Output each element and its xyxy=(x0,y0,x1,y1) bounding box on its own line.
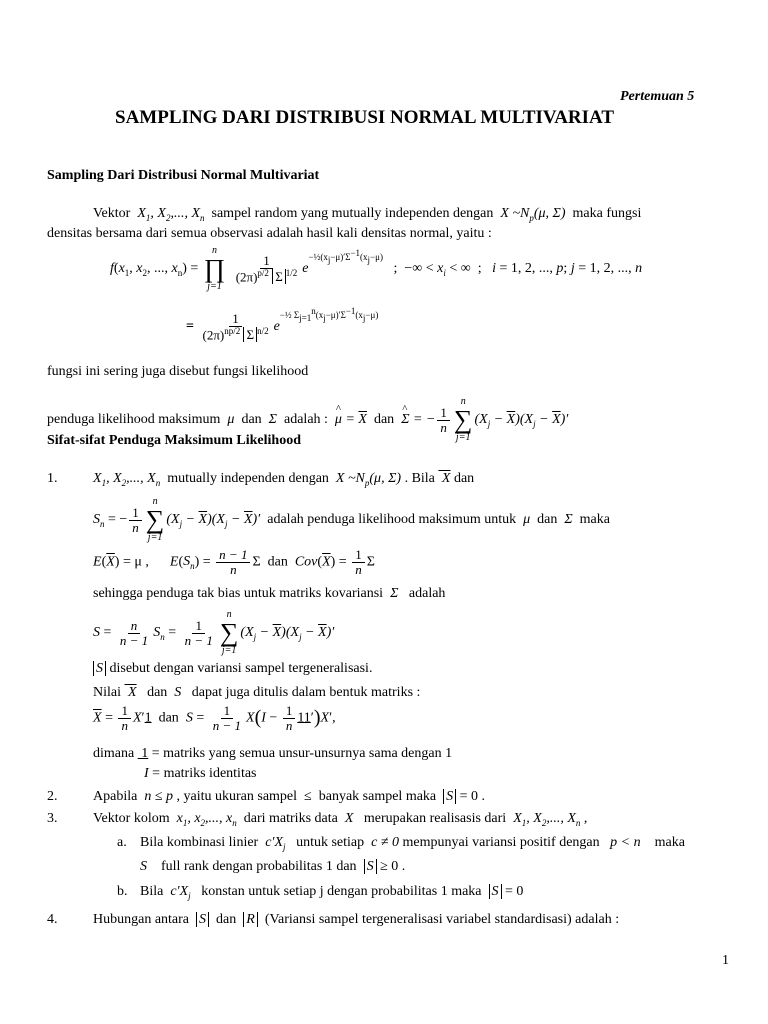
text-i1g: dan xyxy=(267,554,288,570)
item1-matrix-formulas: $\overline{X}$ = $\frac{1}{n}$ X′1 dan S = $\frac{1}{n - 1}$ X(I − $\frac{1}{n}$ 11′)X′, xyxy=(93,703,336,733)
text-i3f: untuk setiap xyxy=(296,835,365,850)
math-x-dist: X $\sim N_p(\mu$, Σ) xyxy=(496,206,570,223)
text-i1c: dan xyxy=(453,471,475,486)
item1-line1: $X_1$, $X_2$,..., $X_n$ mutually independen dengan X $\sim N_p(\mu$, Σ) . Bila X dan xyxy=(93,471,475,488)
equation-likelihood-2: = $\frac{1}{(2\pi)^{np/2} \Sigma ^{n/2}}$ $e^{-\frac{1}{2} \Sigma_{j=1}^n(x_j-\mu)'\Sigma^{-1}(x_j-\mu)}$ xyxy=(186,306,379,342)
item1-expectations: $E(\overline{X}) = \mu$ , $E(S_n)$ = $\frac{n - 1}{n}$ Σ dan $Cov(\overline{X})$ = $\frac{1}{n}$ Σ xyxy=(93,547,375,577)
item1-dimana-ones: dimana 1 = matriks yang semua unsur-unsurnya sama dengan 1 xyxy=(93,746,453,761)
text-i3e: Bila kombinasi linier xyxy=(140,835,259,850)
item-number-2: 2. xyxy=(47,789,58,804)
text-sample-random: sampel random yang mutually independen dengan xyxy=(211,206,494,221)
text-i3c: merupakan realisasis dari xyxy=(363,811,507,826)
item3-line: Vektor kolom $x_1$, $x_2$,..., $x_n$ dari matriks data X merupakan realisasis dari $X_1$, $X_2$,..., $X_n$ , xyxy=(93,811,588,828)
text-i3l: konstan untuk setiap j dengan probabilitas 1 maka xyxy=(201,884,482,899)
text-i1f: maka xyxy=(579,512,610,528)
text-i1p: = matriks yang semua unsur-unsurnya sama dengan 1 xyxy=(151,746,453,761)
text-i2b: , yaitu ukuran sampel xyxy=(176,789,298,804)
text-likelihood-note: fungsi ini sering juga disebut fungsi likelihood xyxy=(47,364,309,379)
item1-unbiased: sehingga penduga tak bias untuk matriks kovariansi Σ adalah xyxy=(93,586,446,601)
text-i1j: disebut dengan variansi sampel tergeneralisasi. xyxy=(109,661,373,676)
text-i1q: = matriks identitas xyxy=(152,766,257,781)
text-i1d: adalah penduga likelihood maksimum untuk xyxy=(267,512,517,528)
mle-line: penduga likelihood maksimum μ dan Σ adalah : ^ $\mu = \overline{X}$ dan ^ Σ = − $\frac{1}{n}$ n ∑ j=1 $(X_j - \overline{X})(X_j - \overline{X})'$ xyxy=(47,397,568,443)
text-i1m: dapat juga ditulis dalam bentuk matriks : xyxy=(191,685,421,700)
page-number: 1 xyxy=(722,953,729,968)
item2-line: Apabila n ≤ p , yaitu ukuran sampel ≤ banyak sampel maka S = 0 . xyxy=(93,789,486,804)
section-heading-sampling: Sampling Dari Distribusi Normal Multivariat xyxy=(47,168,320,183)
item1-identity: I = matriks identitas xyxy=(144,766,257,781)
text-i4b: dan xyxy=(216,912,237,927)
item3b-label: b. xyxy=(117,884,128,899)
meeting-label: Pertemuan 5 xyxy=(620,89,695,104)
text-mle-dan-2: dan xyxy=(373,412,395,428)
text-i4c: (Variansi sampel tergeneralisasi variabel standardisasi) adalah : xyxy=(264,912,620,927)
text-i1e: dan xyxy=(537,512,558,528)
item4-line: Hubungan antara S dan R (Variansi sampel tergeneralisasi variabel standardisasi) adalah : xyxy=(93,912,620,927)
text-mle: penduga likelihood maksimum xyxy=(47,412,221,428)
text-i1h: sehingga penduga tak bias untuk matriks kovariansi xyxy=(93,586,384,601)
text-i3a: Vektor kolom xyxy=(93,811,170,826)
item3b-line: Bila $c'X_j$ konstan untuk setiap j dengan probabilitas 1 maka S = 0 xyxy=(140,884,524,901)
text-i1o: dimana xyxy=(93,746,135,761)
equation-likelihood: $f(x_1$, $x_2$, ..., $x_n$) = n ∏ j=1 $\frac{1}{(2\pi)^{p/2} \Sigma ^{1/2}}$ $e^{-\frac{1}{2}(x_j-\mu)'\Sigma^{-1}(x_j-\mu)}$ ; −∞ < $x_i$ < ∞ ; i = 1, 2, ..., p; j = 1, 2, ..., n xyxy=(110,245,643,292)
item-number-1: 1. xyxy=(47,471,58,486)
text-i2a: Apabila xyxy=(93,789,138,804)
text-mle-dan: dan xyxy=(241,412,262,428)
text-i3h: maka xyxy=(654,835,685,850)
item1-generalized-variance: S disebut dengan variansi sampel tergeneralisasi. xyxy=(93,660,372,678)
paragraph-vector-line xyxy=(93,205,641,224)
text-i1k: Nilai xyxy=(93,685,121,700)
item3a-label: a. xyxy=(117,835,127,850)
item1-matrix-form-intro: Nilai X dan S dapat juga ditulis dalam bentuk matriks : xyxy=(93,685,421,700)
text-i3b: dari matriks data xyxy=(243,811,338,826)
text-i1i: adalah xyxy=(408,586,446,601)
text-i1a: mutually independen dengan xyxy=(167,471,329,486)
section-heading-sifat: Sifat-sifat Penduga Maksimum Likelihood xyxy=(47,433,301,448)
text-densitas: densitas bersama dari semua observasi adalah hasil kali densitas normal, yaitu : xyxy=(47,226,492,241)
item3a-line2: S full rank dengan probabilitas 1 dan S ≥ 0 . xyxy=(140,859,406,874)
text-i4a: Hubungan antara xyxy=(93,912,190,927)
item3a-line1: Bila kombinasi linier $c'X_j$ untuk setiap c ≠ 0 mempunyai variansi positif dengan p < n maka xyxy=(140,835,685,852)
text-i2c: banyak sampel maka xyxy=(318,789,437,804)
text-i1n: dan xyxy=(158,710,179,726)
item1-s-formula: S = $\frac{n}{n - 1}$ $S_n$ = $\frac{1}{n - 1}$ n ∑ j=1 $(X_j - \overline{X})(X_j - \overline{X})'$ xyxy=(93,609,335,656)
item1-sn-formula: $S_n$ = − $\frac{1}{n}$ n ∑ j=1 $(X_j - \overline{X})(X_j - \overline{X})'$ adalah penduga likelihood maksimum untuk μ dan Σ maka xyxy=(93,496,610,543)
page-title: SAMPLING DARI DISTRIBUSI NORMAL MULTIVARIAT xyxy=(115,107,615,128)
text-i3k: Bila xyxy=(140,884,164,899)
math-x-sequence: $X_1$, $X_2$,..., $X_n$ xyxy=(133,206,205,223)
text-i3i: full rank dengan probabilitas 1 dan xyxy=(161,859,357,874)
text-i3g: mempunyai variansi positif dengan xyxy=(402,835,600,850)
text-i1b: . Bila xyxy=(404,471,435,486)
item-number-4: 4. xyxy=(47,912,58,927)
text-vektor: Vektor xyxy=(93,206,131,221)
text-maka-fungsi: maka fungsi xyxy=(572,206,642,221)
text-i1l: dan xyxy=(147,685,168,700)
text-mle-adalah: adalah : xyxy=(284,412,328,428)
item-number-3: 3. xyxy=(47,811,58,826)
